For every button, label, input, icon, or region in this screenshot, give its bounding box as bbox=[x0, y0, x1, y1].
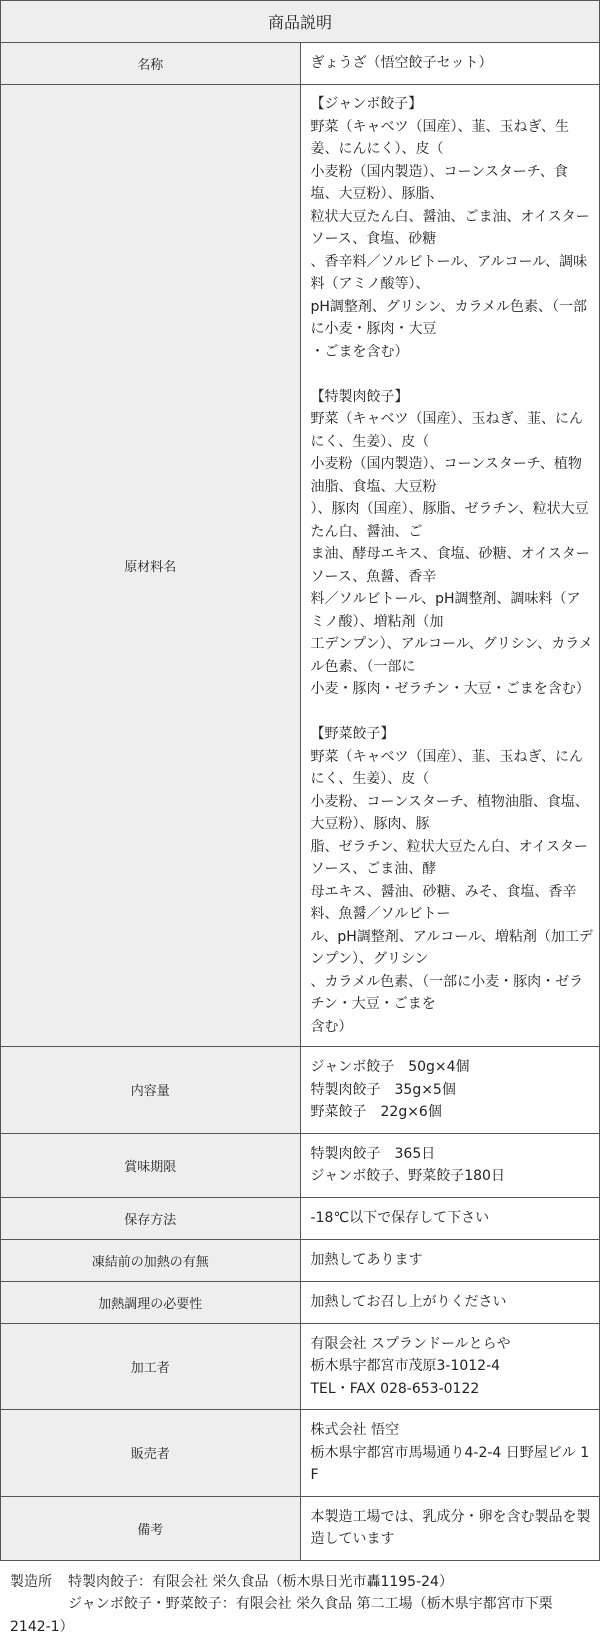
group-spacer bbox=[311, 701, 594, 724]
content-line: 野菜餃子 22g×6個 bbox=[311, 1101, 594, 1124]
ingredients-heading-special: 【特製肉餃子】 bbox=[311, 386, 594, 409]
label-cooking: 加熱調理の必要性 bbox=[1, 1281, 301, 1323]
ingredients-line: 含む） bbox=[311, 1016, 594, 1039]
row-notes bbox=[1, 1496, 600, 1560]
row-name bbox=[1, 43, 600, 85]
row-content bbox=[1, 1047, 600, 1134]
ingredients-heading-vegetable: 【野菜餃子】 bbox=[311, 723, 594, 746]
value-cooking: 加熱してお召し上がりください bbox=[300, 1281, 600, 1323]
manufacturer-second-row-wrap: 2142-1） bbox=[10, 1616, 592, 1638]
processor-line: 栃木県宇都宮市茂原3-1012-4 bbox=[311, 1355, 594, 1378]
value-ingredients bbox=[300, 85, 600, 1047]
ingredients-line: 、カラメル色素、（一部に小麦・豚肉・ゼラチン・大豆・ごまを bbox=[311, 971, 594, 1016]
ingredients-line: 野菜（キャベツ（国産）、韮、玉ねぎ、生姜、にんにく）、皮（ bbox=[311, 116, 594, 161]
value-content bbox=[300, 1047, 600, 1134]
value-name: ぎょうざ（悟空餃子セット） bbox=[300, 43, 600, 85]
content-line: 特製肉餃子 35g×5個 bbox=[311, 1079, 594, 1102]
ingredients-line: 料／ソルビトール、pH調整剤、調味料（アミノ酸）、増粘剤（加 bbox=[311, 588, 594, 633]
manufacturer-entry-jumbo-vegetable: ジャンボ餃子・野菜餃子：有限会社 栄久食品 第二工場（栃木県宇都宮市下栗 bbox=[68, 1593, 592, 1616]
row-seller bbox=[1, 1410, 600, 1497]
ingredients-line: 野菜（キャベツ（国産）、韮、玉ねぎ、にんにく、生姜）、皮（ bbox=[311, 746, 594, 791]
manufacturer-section bbox=[0, 1561, 600, 1638]
value-storage: -18℃以下で保存して下さい bbox=[300, 1197, 600, 1239]
ingredients-line: 野菜（キャベツ（国産）、玉ねぎ、韮、にんにく、生姜）、皮（ bbox=[311, 408, 594, 453]
ingredients-line: 脂、ゼラチン、粒状大豆たん白、オイスターソース、ごま油、酵 bbox=[311, 836, 594, 881]
manufacturer-first-row bbox=[10, 1571, 592, 1594]
label-storage: 保存方法 bbox=[1, 1197, 301, 1239]
value-preheat: 加熱してあります bbox=[300, 1239, 600, 1281]
ingredients-line: pH調整剤、グリシン、カラメル色素、（一部に小麦・豚肉・大豆 bbox=[311, 296, 594, 341]
value-seller bbox=[300, 1410, 600, 1497]
ingredients-line: 、香辛料／ソルビトール、アルコール、調味料（アミノ酸等）、 bbox=[311, 251, 594, 296]
group-spacer bbox=[311, 363, 594, 386]
value-processor bbox=[300, 1323, 600, 1410]
value-expiry bbox=[300, 1133, 600, 1197]
processor-line: TEL・FAX 028-653-0122 bbox=[311, 1378, 594, 1401]
processor-line: 有限会社 スプランドールとらや bbox=[311, 1333, 594, 1356]
ingredients-line: 工デンプン）、アルコール、グリシン、カラメル色素、（一部に bbox=[311, 633, 594, 678]
row-storage bbox=[1, 1197, 600, 1239]
row-ingredients bbox=[1, 85, 600, 1047]
ingredients-line: 母エキス、醤油、砂糖、みそ、食塩、香辛料、魚醤／ソルビトー bbox=[311, 881, 594, 926]
ingredients-line: 小麦粉（国内製造）、コーンスターチ、食塩、大豆粉）、豚脂、 bbox=[311, 161, 594, 206]
label-name: 名称 bbox=[1, 43, 301, 85]
seller-line: 栃木県宇都宮市馬場通り4-2-4 日野屋ビル 1F bbox=[311, 1442, 594, 1487]
seller-line: 株式会社 悟空 bbox=[311, 1419, 594, 1442]
table-title: 商品説明 bbox=[1, 1, 600, 43]
manufacturer-second-row bbox=[10, 1593, 592, 1616]
content-line: ジャンボ餃子 50g×4個 bbox=[311, 1056, 594, 1079]
ingredients-line: 小麦粉、コーンスターチ、植物油脂、食塩、大豆粉）、豚肉、豚 bbox=[311, 791, 594, 836]
ingredients-line: ・ごまを含む） bbox=[311, 341, 594, 364]
label-ingredients: 原材料名 bbox=[1, 85, 301, 1047]
manufacturer-label-spacer bbox=[10, 1593, 70, 1616]
row-cooking bbox=[1, 1281, 600, 1323]
label-content: 内容量 bbox=[1, 1047, 301, 1134]
row-expiry bbox=[1, 1133, 600, 1197]
ingredients-line: 粒状大豆たん白、醤油、ごま油、オイスターソース、食塩、砂糖 bbox=[311, 206, 594, 251]
value-notes: 本製造工場では、乳成分・卵を含む製品を製造しています bbox=[300, 1496, 600, 1560]
label-preheat: 凍結前の加熱の有無 bbox=[1, 1239, 301, 1281]
table-header-row bbox=[1, 1, 600, 43]
label-notes: 備考 bbox=[1, 1496, 301, 1560]
ingredients-line: 小麦粉（国内製造）、コーンスターチ、植物油脂、食塩、大豆粉 bbox=[311, 453, 594, 498]
expiry-line: 特製肉餃子 365日 bbox=[311, 1143, 594, 1166]
ingredients-line: ル、pH調整剤、アルコール、増粘剤（加工デンプン）、グリシン bbox=[311, 926, 594, 971]
ingredients-line: 小麦・豚肉・ゼラチン・大豆・ごまを含む） bbox=[311, 678, 594, 701]
row-processor bbox=[1, 1323, 600, 1410]
manufacturer-entry-special: 特製肉餃子：有限会社 栄久食品（栃木県日光市轟1195-24） bbox=[68, 1571, 592, 1594]
row-preheat bbox=[1, 1239, 600, 1281]
label-expiry: 賞味期限 bbox=[1, 1133, 301, 1197]
manufacturer-label: 製造所 bbox=[10, 1571, 70, 1594]
ingredients-line: ま油、酵母エキス、食塩、砂糖、オイスターソース、魚醤、香辛 bbox=[311, 543, 594, 588]
label-seller: 販売者 bbox=[1, 1410, 301, 1497]
ingredients-heading-jumbo: 【ジャンボ餃子】 bbox=[311, 93, 594, 116]
label-processor: 加工者 bbox=[1, 1323, 301, 1410]
expiry-line: ジャンボ餃子、野菜餃子180日 bbox=[311, 1165, 594, 1188]
ingredients-line: ）、豚肉（国産）、豚脂、ゼラチン、粒状大豆たん白、醤油、ご bbox=[311, 498, 594, 543]
